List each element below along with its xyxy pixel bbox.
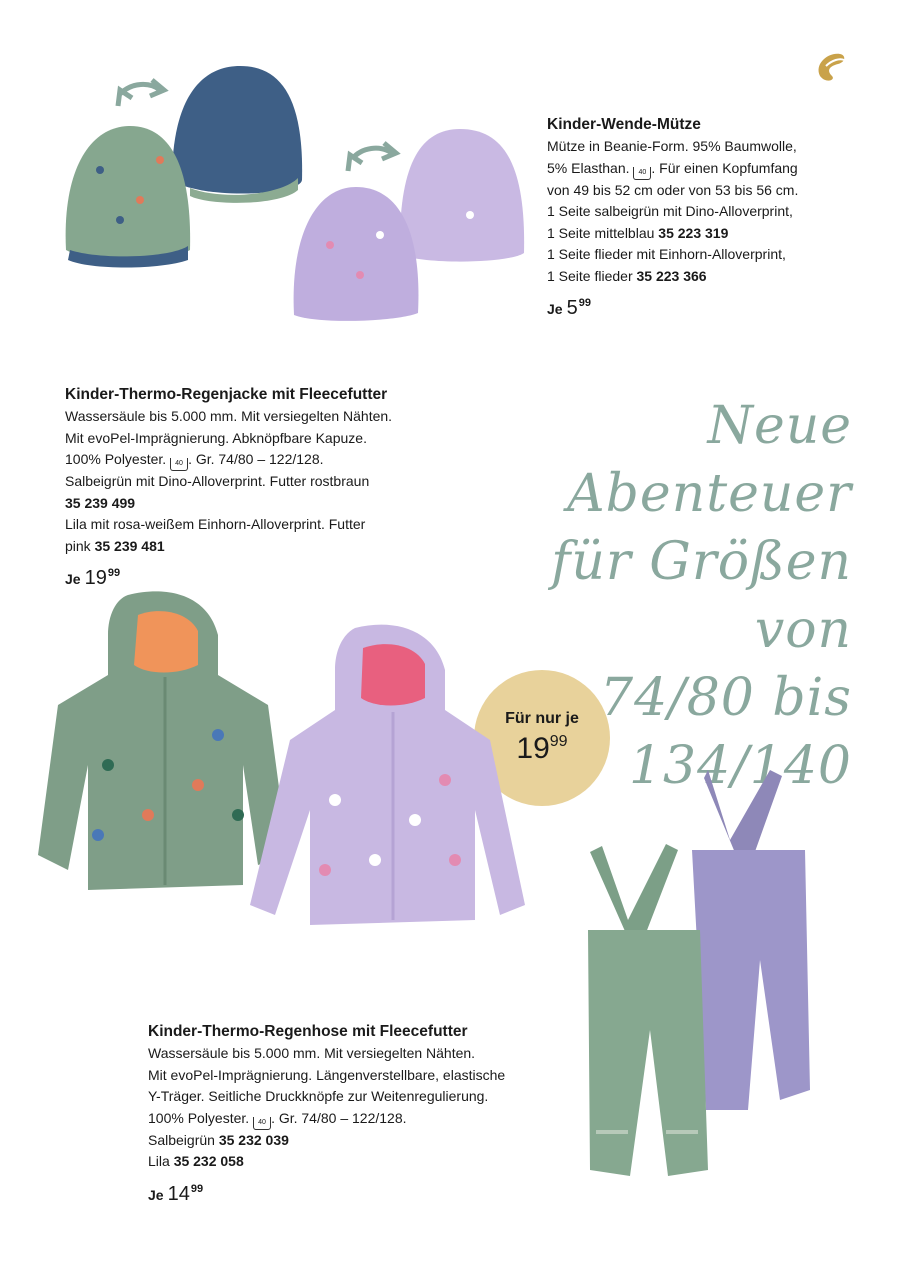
pants-desc-line: Y-Träger. Seitliche Druckknöpfe zur Weitenregulierung.	[148, 1088, 489, 1104]
pants-title: Kinder-Thermo-Regenhose mit Fleecefutter	[148, 1023, 468, 1040]
jacket-title: Kinder-Thermo-Regenjacke mit Fleecefutter	[65, 386, 388, 403]
hat-variant-line	[547, 223, 798, 245]
hat-product-info	[547, 114, 798, 321]
pants-variant-line	[148, 1130, 505, 1152]
article-number: 35 223 366	[636, 267, 707, 284]
wash-40-icon: 40	[253, 1117, 271, 1130]
wash-40-icon: 40	[633, 167, 651, 180]
jacket-sizes: . Gr. 74/80 – 122/128.	[188, 451, 324, 467]
article-number: 35 239 481	[94, 537, 165, 554]
pants-desc-line: Wassersäule bis 5.000 mm. Mit versiegelten Nähten.	[148, 1045, 476, 1061]
headline-line: 74/80 bis 134/140	[600, 668, 852, 796]
brand-logo	[810, 46, 852, 88]
price-prefix: Je	[547, 301, 563, 317]
price-main: 19	[84, 567, 107, 589]
jacket-desc-line	[65, 449, 392, 471]
headline-line: für Größen von	[551, 532, 852, 660]
hat-desc-line	[547, 158, 798, 180]
price-main: 14	[167, 1182, 190, 1205]
article-number: 35 232 058	[173, 1153, 244, 1169]
price-cents: 99	[578, 297, 591, 309]
hat-desc-line: von 49 bis 52 cm oder von 53 bis 56 cm.	[547, 181, 799, 198]
hat-variant-line	[547, 266, 798, 288]
price-cents: 99	[107, 567, 121, 579]
hat-variant-label: 1 Seite mittelblau	[547, 224, 655, 241]
hat-size-intro: . Für einen Kopfumfang	[651, 159, 798, 176]
jacket-variant-line	[65, 493, 392, 515]
jacket-desc-line: Wassersäule bis 5.000 mm. Mit versiegelten Nähten.	[65, 408, 393, 424]
rain-pants-image	[580, 770, 815, 1190]
jacket-material: 100% Polyester.	[65, 451, 167, 467]
headline-line: Neue Abenteuer	[567, 396, 852, 524]
pants-variant-label: Salbeigrün	[148, 1131, 215, 1148]
jacket-unicorn-image	[245, 620, 530, 930]
coffee-bean-logo-icon	[810, 46, 852, 88]
jacket-variant-label: pink	[65, 537, 91, 554]
hat-desc-line: Mütze in Beanie-Form. 95% Baumwolle,	[547, 138, 797, 154]
pants-desc-line	[148, 1108, 505, 1130]
article-number: 35 223 319	[658, 224, 729, 241]
hat-variant-label: 1 Seite flieder	[547, 267, 633, 284]
pants-desc-line: Mit evoPel-Imprägnierung. Längenverstellbare, elastische	[148, 1066, 506, 1083]
pants-sizes: . Gr. 74/80 – 122/128.	[271, 1109, 407, 1126]
wash-40-icon: 40	[170, 458, 188, 471]
price-main: 5	[566, 297, 578, 319]
price-prefix: Je	[148, 1186, 164, 1203]
hat-material: 5% Elasthan.	[547, 159, 630, 176]
article-number: 35 232 039	[218, 1131, 289, 1148]
beanie-unicorn-lilac-image	[290, 125, 530, 325]
jacket-desc-line: Salbeigrün mit Dino-Alloverprint. Futter rostbraun	[65, 473, 370, 489]
pants-variant-line	[148, 1151, 505, 1173]
hat-desc-line: 1 Seite salbeigrün mit Dino-Alloverprint,	[547, 203, 793, 219]
jacket-variant-line	[65, 536, 392, 558]
hat-price	[547, 293, 798, 321]
pants-variant-label: Lila	[148, 1153, 170, 1169]
beanie-dino-blue-image	[60, 60, 310, 270]
price-prefix: Je	[65, 571, 81, 587]
article-number: 35 239 499	[65, 494, 136, 511]
price-cents: 99	[190, 1182, 204, 1195]
jacket-desc-line: Lila mit rosa-weißem Einhorn-Alloverprint. Futter	[65, 516, 366, 532]
pants-material: 100% Polyester.	[148, 1109, 250, 1126]
hat-desc-line: 1 Seite flieder mit Einhorn-Alloverprint,	[547, 246, 786, 262]
badge-label: Für nur je	[505, 710, 579, 727]
pants-product-info	[148, 1021, 505, 1206]
hat-title: Kinder-Wende-Mütze	[547, 116, 701, 133]
pants-price	[148, 1179, 505, 1207]
jacket-product-info	[65, 384, 392, 591]
jacket-desc-line: Mit evoPel-Imprägnierung. Abknöpfbare Kapuze.	[65, 429, 367, 446]
badge-price-main: 19	[516, 732, 550, 765]
badge-price-cents: 99	[549, 733, 568, 750]
